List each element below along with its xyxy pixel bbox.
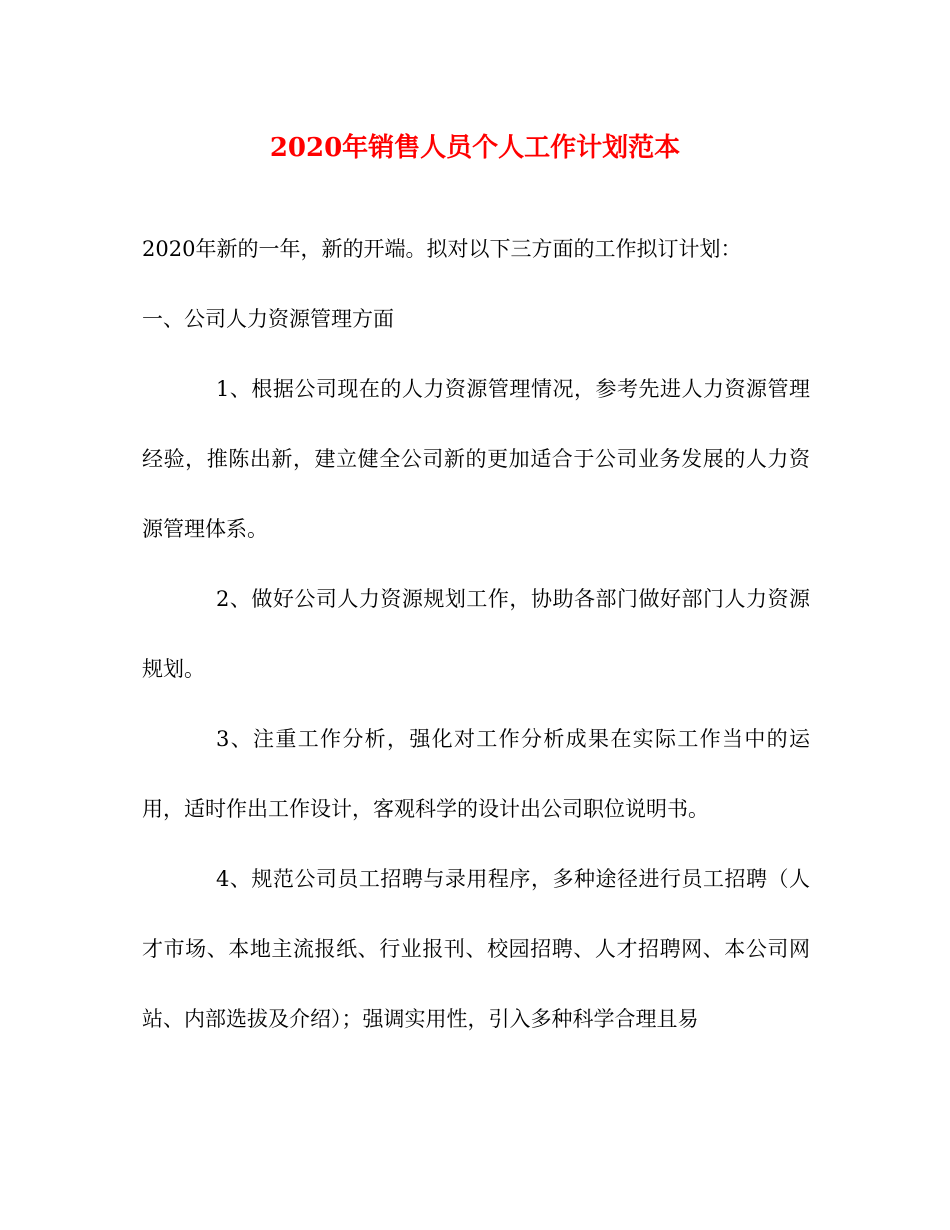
document-title: 2020年销售人员个人工作计划范本 bbox=[269, 133, 681, 163]
paragraph-item-4: 4、规范公司员工招聘与录用程序，多种途径进行员工招聘（人才市场、本地主流报纸、行业报刊、校园招聘、人才招聘网、本公司网站、内部选拔及介绍）；强调实用性，引入多种科学合理且易 bbox=[142, 867, 810, 1031]
document-body bbox=[142, 214, 810, 1054]
paragraph-item-1: 1、根据公司现在的人力资源管理情况，参考先进人力资源管理经验，推陈出新，建立健全公司新的更加适合于公司业务发展的人力资源管理体系。 bbox=[142, 377, 810, 541]
paragraph-item-2: 2、做好公司人力资源规划工作，协助各部门做好部门人力资源规划。 bbox=[142, 587, 810, 681]
paragraph-item-3: 3、注重工作分析，强化对工作分析成果在实际工作当中的运用，适时作出工作设计，客观科学的设计出公司职位说明书。 bbox=[142, 727, 810, 821]
paragraph-intro: 2020年新的一年，新的开端。拟对以下三方面的工作拟订计划： bbox=[142, 237, 742, 261]
section-heading-hr-management: 一、公司人力资源管理方面 bbox=[142, 307, 394, 331]
